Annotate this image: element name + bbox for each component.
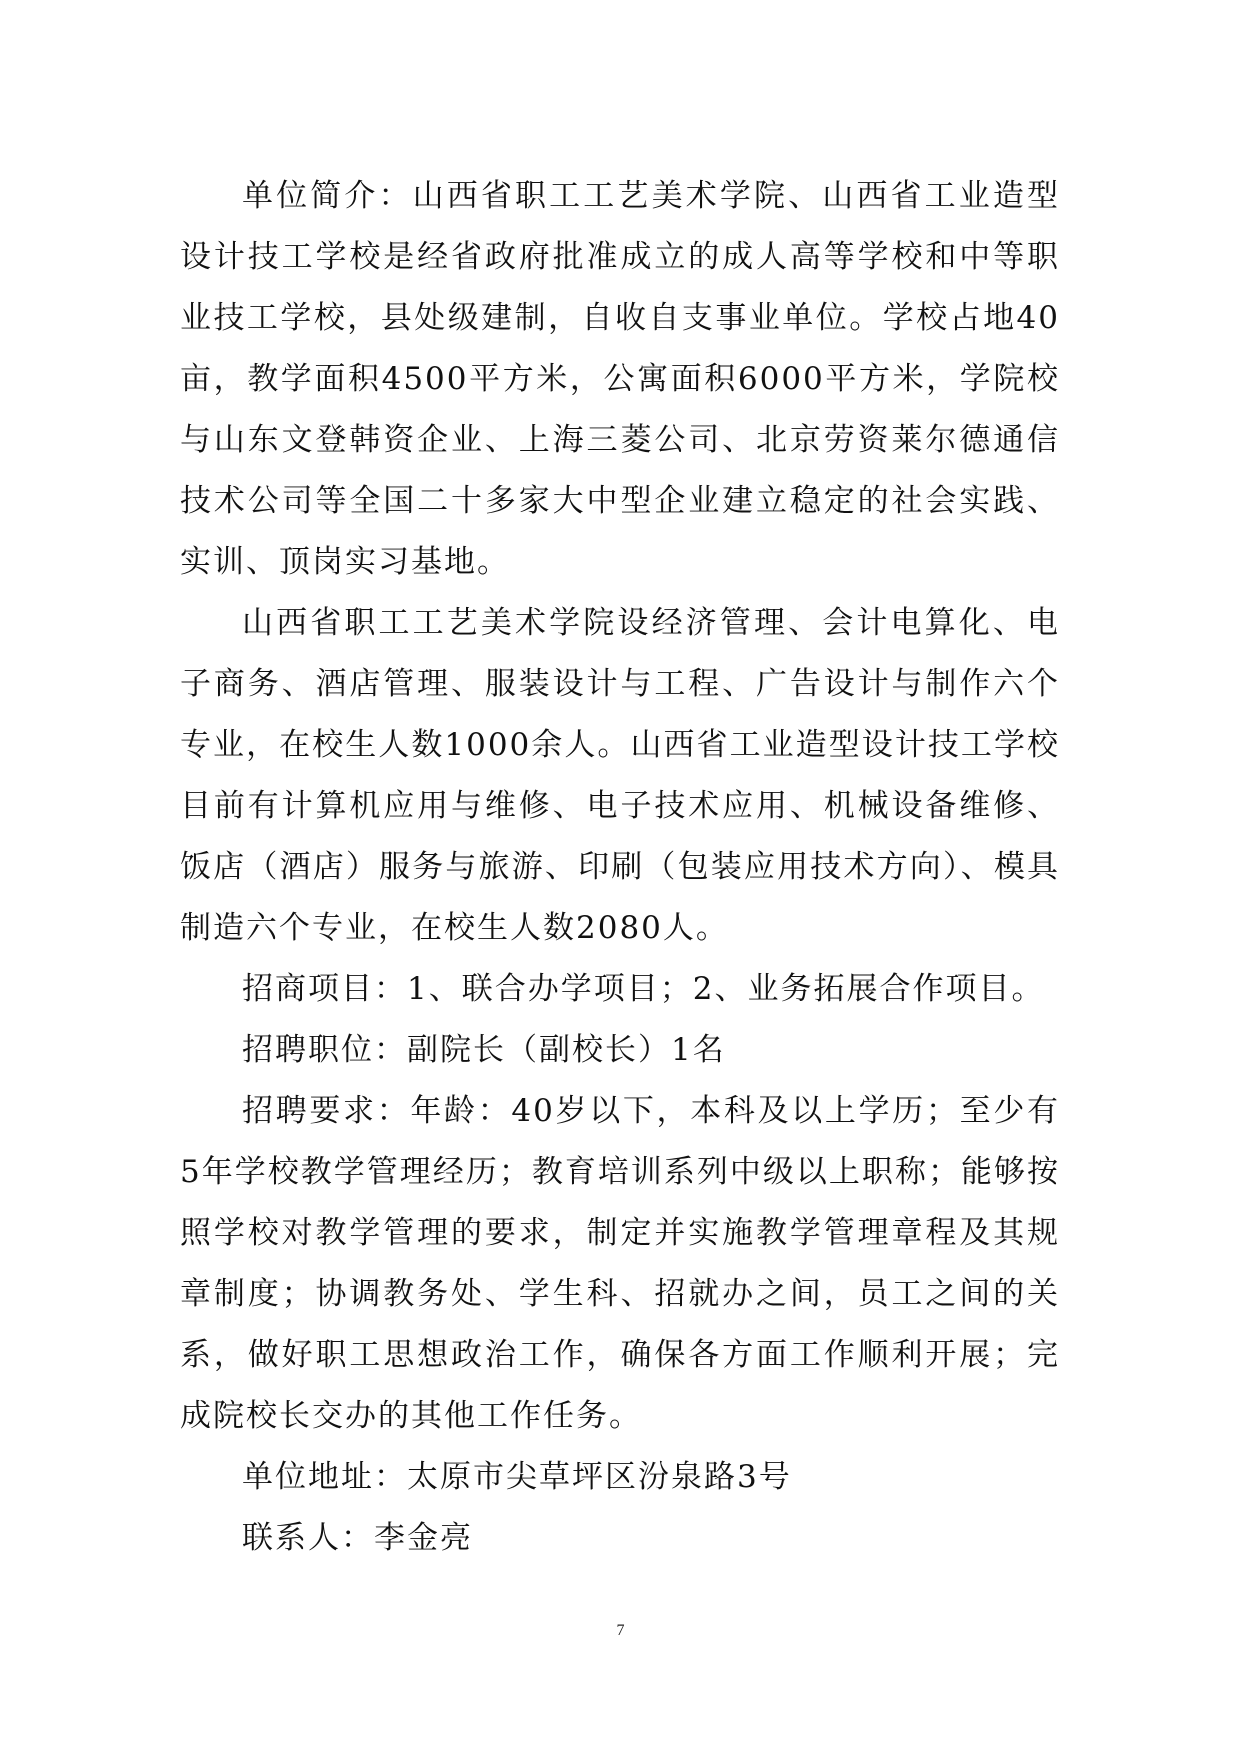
page-number: 7 <box>616 1622 625 1639</box>
paragraph-majors: 山西省职工工艺美术学院设经济管理、会计电算化、电子商务、酒店管理、服装设计与工程、广告设计与制作六个专业，在校生人数1000余人。山西省工业造型设计技工学校目前有计算机应用与维修、电子技术应用、机械设备维修、饭店（酒店）服务与旅游、印刷（包装应用技术方向）、模具制造六个专业，在校生人数2080人。 <box>180 605 1060 946</box>
document-body <box>180 166 1060 1569</box>
paragraph-recruitment-requirements: 招聘要求：年龄：40岁以下，本科及以上学历；至少有5年学校教学管理经历；教育培训系列中级以上职称；能够按照学校对教学管理的要求，制定并实施教学管理章程及其规章制度；协调教务处、学生科、招就办之间，员工之间的关系，做好职工思想政治工作，确保各方面工作顺利开展；完成院校长交办的其他工作任务。 <box>180 1093 1060 1434</box>
paragraph-unit-address: 单位地址：太原市尖草坪区汾泉路3号 <box>242 1459 792 1495</box>
paragraph-contact-person: 联系人：李金亮 <box>242 1520 473 1556</box>
paragraph-recruitment-position: 招聘职位：副院长（副校长）1名 <box>242 1032 726 1068</box>
paragraph-investment-projects: 招商项目：1、联合办学项目；2、业务拓展合作项目。 <box>242 971 1045 1007</box>
paragraph-unit-introduction: 单位简介：山西省职工工艺美术学院、山西省工业造型设计技工学校是经省政府批准成立的成人高等学校和中等职业技工学校，县处级建制，自收自支事业单位。学校占地40亩，教学面积4500平方米，公寓面积6000平方米，学院校与山东文登韩资企业、上海三菱公司、北京劳资莱尔德通信技术公司等全国二十多家大中型企业建立稳定的社会实践、实训、顶岗实习基地。 <box>180 178 1060 580</box>
